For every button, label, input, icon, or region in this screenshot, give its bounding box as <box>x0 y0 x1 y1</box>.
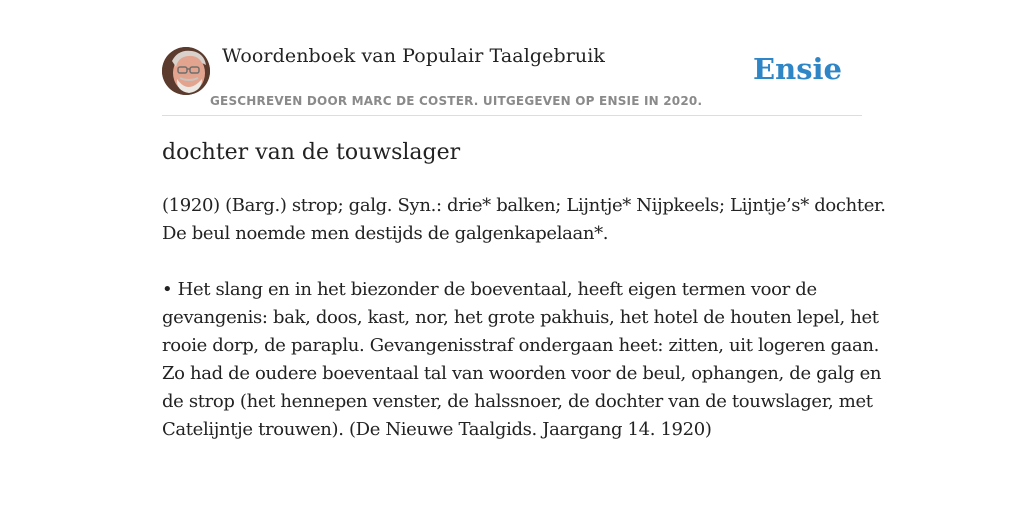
definition-line: rooie dorp, de paraplu. Gevangenisstraf ondergaan heet: zitten, uit logeren gaan. <box>162 335 880 356</box>
definition-line: (1920) (Barg.) strop; galg. Syn.: drie* balken; Lijntje* Nijpkeels; Lijntje’s* dochter. <box>162 195 886 216</box>
definition-line: de strop (het hennepen venster, de halssnoer, de dochter van de touwslager, met <box>162 391 873 412</box>
paragraph-gap <box>162 248 864 276</box>
entry-title: dochter van de touwslager <box>162 140 461 165</box>
brand-logo[interactable]: Ensie <box>753 52 842 86</box>
author-avatar[interactable] <box>162 47 210 95</box>
definition-line: Catelijntje trouwen). (De Nieuwe Taalgids. Jaargang 14. 1920) <box>162 419 712 440</box>
definition-line: De beul noemde men destijds de galgenkapelaan*. <box>162 223 609 244</box>
author-byline: GESCHREVEN DOOR MARC DE COSTER. UITGEGEVEN OP ENSIE IN 2020. <box>210 94 703 108</box>
definition-line: Zo had de oudere boeventaal tal van woorden voor de beul, ophangen, de galg en <box>162 363 882 384</box>
header <box>162 45 862 115</box>
entry-definition <box>162 192 886 444</box>
author-portrait-icon <box>162 47 210 95</box>
header-divider <box>162 115 862 116</box>
definition-line: • Het slang en in het biezonder de boeventaal, heeft eigen termen voor de <box>162 279 817 300</box>
definition-line: gevangenis: bak, doos, kast, nor, het grote pakhuis, het hotel de houten lepel, het <box>162 307 879 328</box>
book-title[interactable]: Woordenboek van Populair Taalgebruik <box>222 45 606 67</box>
